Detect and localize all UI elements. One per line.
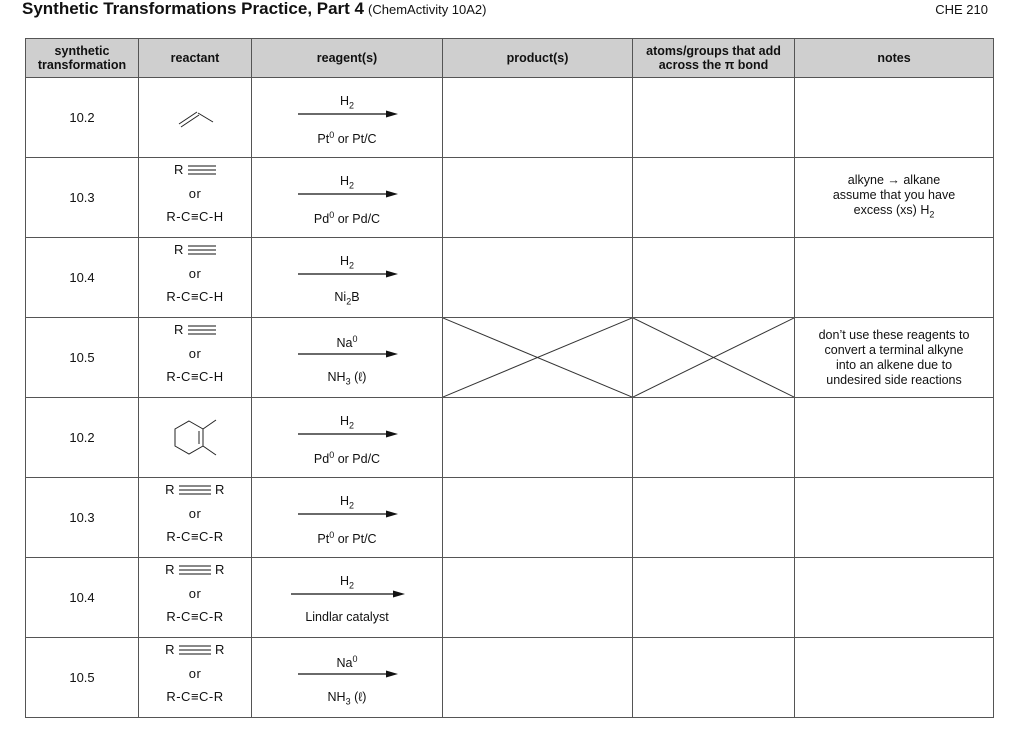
or-wrapper (189, 346, 202, 361)
notes-cell (795, 78, 994, 158)
reagent-wrapper (252, 78, 442, 157)
or-wrapper (189, 266, 202, 281)
notes-cell (795, 638, 994, 718)
transformation-id: 10.3 (69, 190, 95, 205)
or-wrapper (189, 186, 202, 201)
reactant-cell (139, 398, 252, 478)
reagent-below: $Ni_2B$ (334, 290, 360, 307)
r-group-label: R (215, 562, 225, 577)
transformation-cell (26, 78, 139, 158)
table-header-row (26, 39, 994, 78)
notes-cell (795, 478, 994, 558)
reagent-cell (252, 238, 443, 318)
alkyne-skeletal (165, 562, 225, 577)
column-header: reagent(s) (252, 39, 443, 78)
or-label: or (188, 345, 202, 361)
reagent-below: $NH_3$ (ℓ) (327, 690, 367, 707)
note-line: don’t use these reagents to (818, 327, 970, 342)
product-cell[interactable] (443, 318, 633, 398)
transformation-cell (26, 238, 139, 318)
page-subtitle: (ChemActivity 10A2) (368, 2, 487, 17)
product-cell[interactable] (443, 638, 633, 718)
atoms-added-cell[interactable] (633, 558, 795, 638)
reagent-above: Na$^0$ (336, 654, 358, 671)
table-row (26, 398, 994, 478)
notes-cell (795, 558, 994, 638)
transformation-id: 10.2 (69, 430, 95, 445)
or-label: or (188, 505, 202, 521)
reagent-below: Pt$^0$ or Pt/C (317, 530, 377, 547)
atoms-added-cell[interactable] (633, 478, 795, 558)
column-header: synthetic transformation (26, 39, 139, 78)
table-row (26, 238, 994, 318)
notes-cell (795, 398, 994, 478)
column-header: product(s) (443, 39, 633, 78)
r-group-label: R (165, 482, 175, 497)
triple-bond-icon (188, 325, 216, 335)
notes-text (795, 173, 993, 223)
reaction-arrow-icon (298, 509, 398, 519)
reagent-below: $NH_3$ (ℓ) (327, 370, 367, 387)
or-label: or (188, 585, 202, 601)
propene-icon (139, 78, 251, 157)
or-wrapper (189, 666, 202, 681)
product-cell[interactable] (443, 558, 633, 638)
course-code: CHE 210 (935, 2, 988, 17)
transformation-cell (26, 158, 139, 238)
r-group-label: R (174, 162, 184, 177)
table-row (26, 478, 994, 558)
or-wrapper (189, 586, 202, 601)
note-line: undesired side reactions (826, 372, 962, 387)
reagent-cell (252, 638, 443, 718)
transformation-id: 10.2 (69, 110, 95, 125)
transformation-cell (26, 638, 139, 718)
alkyne-formula: R-C≡C-H (166, 369, 224, 384)
r-group-label: R (174, 322, 184, 337)
column-header: reactant (139, 39, 252, 78)
table-row (26, 318, 994, 398)
notes-cell (795, 318, 994, 398)
or-label: or (188, 265, 202, 281)
reagent-wrapper (252, 398, 442, 477)
r-group-label: R (215, 482, 225, 497)
r-group-label: R (165, 642, 175, 657)
reaction-arrow-icon (298, 109, 398, 119)
dimethylcyclohexene-icon (139, 398, 251, 477)
r-group-label: R (215, 642, 225, 657)
reaction-arrow-icon (298, 349, 398, 359)
alkyne-formula: R-C≡C-R (166, 529, 224, 544)
atoms-added-cell[interactable] (633, 78, 795, 158)
transformation-cell (26, 318, 139, 398)
reactant-cell (139, 158, 252, 238)
reagent-wrapper (252, 638, 442, 717)
page-title (22, 0, 487, 19)
triple-bond-icon (179, 645, 211, 655)
atoms-added-cell[interactable] (633, 398, 795, 478)
column-header: notes (795, 39, 994, 78)
alkyne-formula-wrapper (166, 209, 223, 224)
reagent-cell (252, 478, 443, 558)
reagent-cell (252, 558, 443, 638)
cross-out-icon (633, 318, 794, 397)
alkyne-formula-wrapper (166, 529, 223, 544)
reagent-wrapper (252, 158, 442, 237)
table-row (26, 638, 994, 718)
transformation-id: 10.4 (69, 270, 95, 285)
alkyne-skeletal (174, 242, 216, 257)
column-header: atoms/groups that add across the π bond (633, 39, 795, 78)
reagent-cell (252, 318, 443, 398)
terminal-alkyne-structure (139, 238, 251, 304)
r-group-label: R (174, 242, 184, 257)
alkyne-formula: R-C≡C-H (166, 209, 224, 224)
product-cell[interactable] (443, 78, 633, 158)
alkyne-skeletal (174, 322, 216, 337)
alkyne-formula-wrapper (166, 289, 223, 304)
triple-bond-icon (188, 245, 216, 255)
transformation-cell (26, 478, 139, 558)
note-line: alkyne → alkane (847, 172, 941, 187)
triple-bond-icon (179, 485, 211, 495)
reaction-arrow-icon (291, 589, 405, 599)
transformations-table (25, 38, 994, 718)
transformation-id: 10.5 (69, 670, 95, 685)
note-line: excess (xs) $H_2$ (853, 202, 935, 220)
r-group-label: R (165, 562, 175, 577)
reagent-cell (252, 158, 443, 238)
reagent-cell (252, 78, 443, 158)
triple-bond-icon (188, 165, 216, 175)
propene-structure (139, 78, 251, 157)
notes-text (795, 328, 993, 388)
alkyne-skeletal (174, 162, 216, 177)
table-row (26, 78, 994, 158)
reagent-above: $H_2$ (339, 254, 355, 271)
internal-alkyne-structure (139, 478, 251, 544)
transformation-id: 10.3 (69, 510, 95, 525)
reactant-cell (139, 318, 252, 398)
reactant-cell (139, 78, 252, 158)
alkyne-formula: R-C≡C-R (166, 689, 224, 704)
notes-cell (795, 238, 994, 318)
dimethylcyclohexene-structure (139, 398, 251, 477)
product-cell[interactable] (443, 238, 633, 318)
product-cell[interactable] (443, 398, 633, 478)
atoms-added-cell[interactable] (633, 638, 795, 718)
reaction-arrow-icon (298, 189, 398, 199)
table-row (26, 558, 994, 638)
page-header (0, 0, 1024, 30)
note-line: into an alkene due to (835, 357, 953, 372)
reagent-cell (252, 398, 443, 478)
reagent-above: $H_2$ (339, 574, 355, 591)
reactant-cell (139, 478, 252, 558)
alkyne-skeletal (165, 482, 225, 497)
notes-cell (795, 158, 994, 238)
alkyne-skeletal (165, 642, 225, 657)
note-line: convert a terminal alkyne (824, 342, 964, 357)
internal-alkyne-structure (139, 638, 251, 704)
reagent-above: $H_2$ (339, 94, 355, 111)
atoms-added-cell[interactable] (633, 318, 795, 398)
terminal-alkyne-structure (139, 318, 251, 384)
reactant-cell (139, 238, 252, 318)
title-text: Synthetic Transformations Practice, Part 4 (22, 0, 365, 18)
alkyne-formula: R-C≡C-H (166, 289, 224, 304)
atoms-added-cell[interactable] (633, 238, 795, 318)
atoms-added-cell[interactable] (633, 158, 795, 238)
reagent-wrapper (252, 558, 442, 637)
internal-alkyne-structure (139, 558, 251, 624)
reactant-cell (139, 558, 252, 638)
alkyne-formula-wrapper (166, 609, 223, 624)
transformation-id: 10.4 (69, 590, 95, 605)
reagent-wrapper (252, 478, 442, 557)
transformation-cell (26, 398, 139, 478)
alkyne-formula: R-C≡C-R (166, 609, 224, 624)
reagent-below: Pd$^0$ or Pd/C (313, 210, 381, 227)
reagent-above: Na$^0$ (336, 334, 358, 351)
alkyne-formula-wrapper (166, 689, 223, 704)
reaction-arrow-icon (298, 669, 398, 679)
product-cell[interactable] (443, 158, 633, 238)
reaction-arrow-icon (298, 269, 398, 279)
alkyne-formula-wrapper (166, 369, 223, 384)
or-wrapper (189, 506, 202, 521)
transformation-cell (26, 558, 139, 638)
reagent-wrapper (252, 318, 442, 397)
reagent-above: $H_2$ (339, 414, 355, 431)
terminal-alkyne-structure (139, 158, 251, 224)
reagent-below: Pd$^0$ or Pd/C (313, 450, 381, 467)
or-label: or (188, 185, 202, 201)
reagent-below: Lindlar catalyst (305, 610, 389, 624)
note-line: assume that you have (832, 187, 956, 202)
triple-bond-icon (179, 565, 211, 575)
transformation-id: 10.5 (69, 350, 95, 365)
reaction-arrow-icon (298, 429, 398, 439)
reactant-cell (139, 638, 252, 718)
table-row (26, 158, 994, 238)
reagent-above: $H_2$ (339, 174, 355, 191)
or-label: or (188, 665, 202, 681)
reagent-wrapper (252, 238, 442, 317)
reagent-below: Pt$^0$ or Pt/C (317, 130, 377, 147)
product-cell[interactable] (443, 478, 633, 558)
cross-out-icon (443, 318, 632, 397)
reagent-above: $H_2$ (339, 494, 355, 511)
